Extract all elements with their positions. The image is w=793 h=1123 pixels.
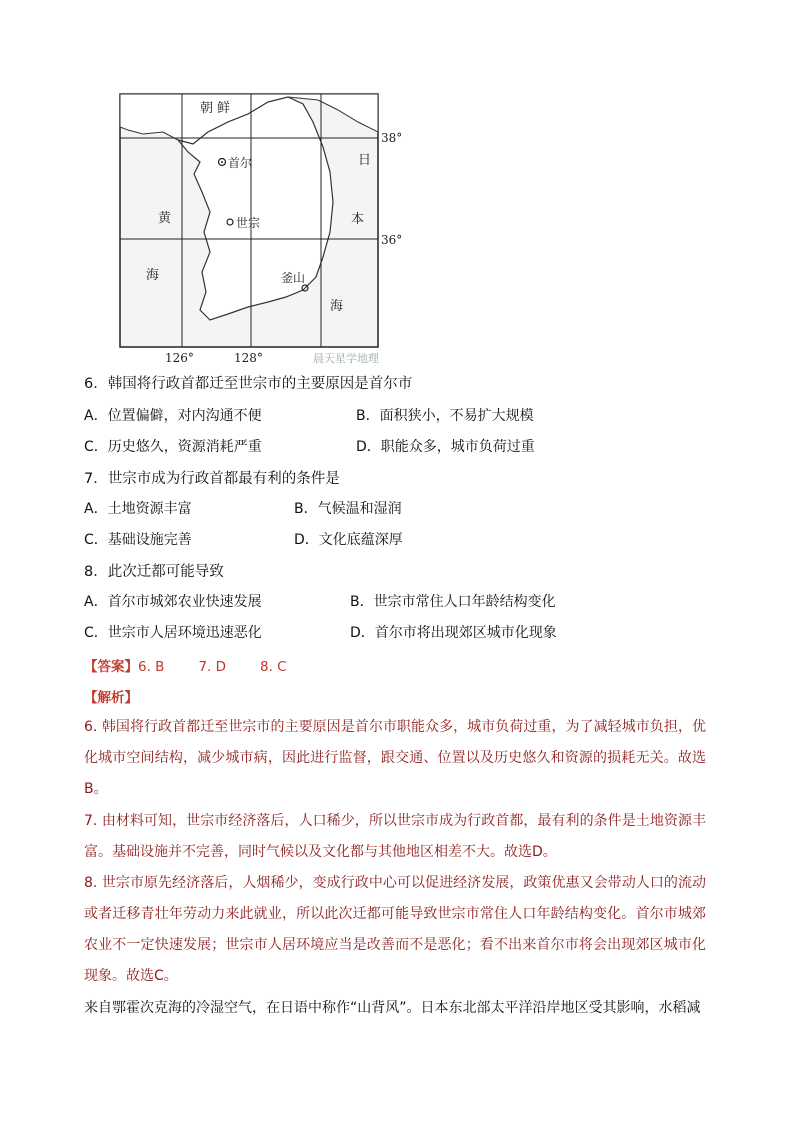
label-sejong: 世宗 [236, 216, 261, 230]
question-8-stem: 8．此次迁都可能导致 [84, 564, 224, 580]
answer-8: 8. C [260, 659, 287, 675]
label-busan: 釜山 [281, 271, 306, 285]
label-japan-sea-2: 本 [351, 212, 365, 227]
q8-option-d: D．首尔市将出现郊区城市化现象 [350, 625, 557, 641]
q7-option-d: D．文化底蕴深厚 [294, 532, 403, 548]
label-lon-126: 126° [165, 351, 194, 365]
q6-option-b: B．面积狭小，不易扩大规模 [356, 408, 534, 424]
label-lat-36: 36° [381, 233, 403, 247]
answer-line [84, 655, 321, 675]
label-lon-128: 128° [234, 351, 263, 365]
q6-option-a: A．位置偏僻，对内沟通不便 [84, 408, 262, 424]
answer-label: 【答案】 [84, 659, 138, 675]
q8-option-b: B．世宗市常住人口年龄结构变化 [350, 594, 556, 610]
analysis-line [84, 686, 138, 706]
label-north-korea: 朝 鲜 [200, 101, 231, 116]
q7-option-b: B．气候温和湿润 [294, 501, 402, 517]
q7-option-a: A．土地资源丰富 [84, 501, 192, 517]
explanation-8: 8. 世宗市原先经济落后，人烟稀少，变成行政中心可以促进经济发展，政策优惠又会带动人口的流动或者迁移青壮年劳动力来此就业，所以此次迁都可能导致世宗市常住人口年龄结构变化。首尔市城郊农业不一定快速发展；世宗市人居环境应当是改善而不是恶化；看不出来首尔市将会出现郊区城市化现象。故选C。 [84, 875, 706, 984]
label-yellow-sea-2: 海 [146, 268, 160, 283]
q7-option-c: C．基础设施完善 [84, 532, 192, 548]
label-seoul: 首尔 [228, 156, 253, 170]
label-japan-sea-1: 日 [358, 153, 372, 168]
question-7-stem: 7．世宗市成为行政首都最有利的条件是 [84, 471, 340, 487]
q6-option-c: C．历史悠久，资源消耗严重 [84, 439, 262, 455]
analysis-label: 【解析】 [84, 690, 138, 706]
korea-map-figure [118, 92, 418, 372]
watermark-text: 晨天星学地理 [313, 352, 379, 365]
label-lat-38: 38° [381, 131, 403, 145]
q8-option-a: A．首尔市城郊农业快速发展 [84, 594, 262, 610]
next-passage: 来自鄂霍次克海的冷湿空气，在日语中称作“山背风”。日本东北部太平洋沿岸地区受其影响，水稻减 [84, 1000, 701, 1016]
explanation-6: 6. 韩国将行政首都迁至世宗市的主要原因是首尔市职能众多，城市负荷过重，为了减轻城市负担，优化城市空间结构，减少城市病，因此进行监督，跟交通、位置以及历史悠久和资源的损耗无关。故选B。 [84, 719, 706, 797]
answer-6: 6. B [138, 659, 165, 675]
q8-option-c: C．世宗市人居环境迅速恶化 [84, 625, 262, 641]
answer-7: 7. D [198, 659, 227, 675]
label-yellow-sea-1: 黄 [158, 211, 172, 226]
q6-option-d: D．职能众多，城市负荷过重 [356, 439, 535, 455]
label-japan-sea-3: 海 [330, 299, 344, 314]
question-6-stem: 6．韩国将行政首都迁至世宗市的主要原因是首尔市 [84, 376, 413, 392]
explanation-7: 7. 由材料可知，世宗市经济落后，人口稀少，所以世宗市成为行政首都，最有利的条件是土地资源丰富。基础设施并不完善，同时气候以及文化都与其他地区相差不大。故选D。 [84, 813, 706, 860]
korea-map [118, 92, 418, 372]
